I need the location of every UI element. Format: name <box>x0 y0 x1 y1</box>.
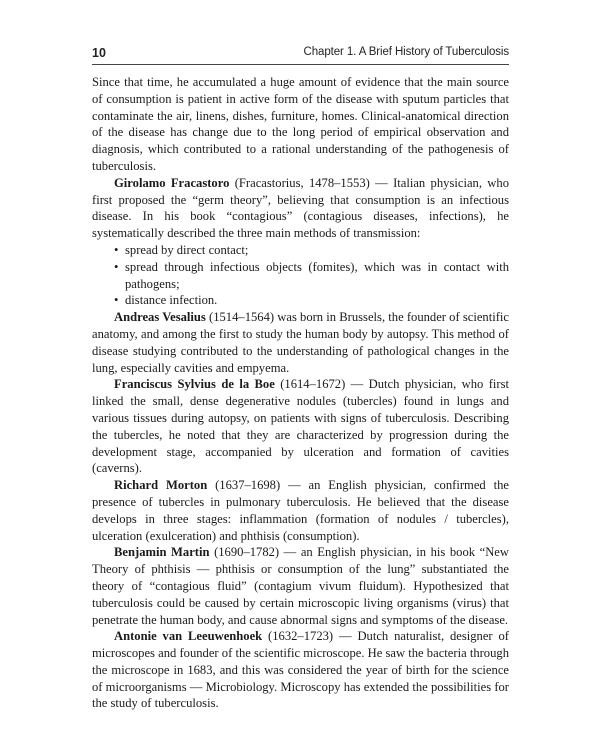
paragraph-sylvius-text: (1614–1672) — Dutch physician, who first linked the small, dense degenerative nodules (tubercles) found in lungs and various tissues during autopsy, on patients with signs of tuberculosis. Describing the tubercles, he noted that they are characterized by progression during the development stage, accompanied by ulceration and formation of cavities (caverns). <box>92 377 510 476</box>
page-body <box>92 74 509 712</box>
list-item-text: spread through infectious objects (fomites), which was in contact with pathogens; <box>125 259 509 291</box>
paragraph-morton <box>92 477 509 544</box>
person-name-vesalius: Andreas Vesalius <box>114 310 206 325</box>
paragraph-vesalius-text: (1514–1564) was born in Brussels, the founder of scientific anatomy, and among the first to study the human body by autopsy. This method of disease studying contributed to the understanding of pathological changes in the lung, especially cavities and empyema. <box>92 310 510 375</box>
person-name-sylvius: Franciscus Sylvius de la Boe <box>114 377 275 392</box>
header-rule <box>92 64 509 65</box>
paragraph-martin <box>92 544 509 628</box>
chapter-running-head: Chapter 1. A Brief History of Tuberculosis <box>303 46 509 58</box>
paragraph-vesalius <box>92 309 509 376</box>
paragraph-morton-text: (1637–1698) — an English physician, confirmed the presence of tubercles in pulmonary tuberculosis. He believed that the disease develops in three stages: inflammation (formation of nodules / tubercles), ulceration (exulceration) and phthisis (consumption). <box>92 478 509 543</box>
person-name-martin: Benjamin Martin <box>114 545 210 560</box>
list-item-text: spread by direct contact; <box>125 242 249 257</box>
bullet-icon: • <box>114 293 119 308</box>
list-item <box>114 259 509 293</box>
paragraph-leeuwenhoek <box>92 628 509 712</box>
person-name-fracastoro: Girolamo Fracastoro <box>114 175 230 190</box>
person-name-leeuwenhoek: Antonie van Leeuwenhoek <box>114 629 263 644</box>
paragraph-leeuwenhoek-text: (1632–1723) — Dutch naturalist, designer of microscopes and founder of the scientific microscope. He saw the bacteria through the microscope in 1683, and this was considered the year of birth for the science of microorganisms — Microbiology. Microscopy has extended the possibilities for the study of tuberculosis. <box>92 629 509 711</box>
bullet-icon: • <box>114 242 119 257</box>
page-header <box>92 44 509 62</box>
bullet-icon: • <box>114 259 119 274</box>
paragraph-fracastoro <box>92 175 509 242</box>
list-item-text: distance infection. <box>125 293 218 308</box>
paragraph-sylvius <box>92 376 509 477</box>
person-name-morton: Richard Morton <box>114 478 208 493</box>
list-item <box>114 242 509 259</box>
transmission-methods-list <box>92 242 509 309</box>
intro-paragraph: Since that time, he accumulated a huge amount of evidence that the main source of consumption is patient in active form of the disease with sputum particles that contaminate the air, linens, dishes, furniture, homes. Clinical-anatomical direction of the disease has change due to the long period of empirical observation and diagnosis, which contributed to a rational understanding of the pathogenesis of tuberculosis. <box>92 75 509 173</box>
paragraph-fracastoro-text: (Fracastorius, 1478–1553) — Italian physician, who first proposed the “germ theory”, believing that consumption is an infectious disease. In his book “contagious” (contagious diseases, infections), he systematically described the three main methods of transmission: <box>92 175 509 241</box>
list-item <box>114 292 509 309</box>
page-number: 10 <box>92 46 106 60</box>
paragraph-martin-text: (1690–1782) — an English physician, in his book “New Theory of phthisis — phthisis or consumption of the lung” substantiated the theory of “contagious fluid” (contagium vivum fluidum). Hypothesized that tuberculosis could be caused by certain microscopic living organisms (virus) that penetrate the human body, and cause abnormal signs and symptoms of the disease. <box>92 545 509 627</box>
